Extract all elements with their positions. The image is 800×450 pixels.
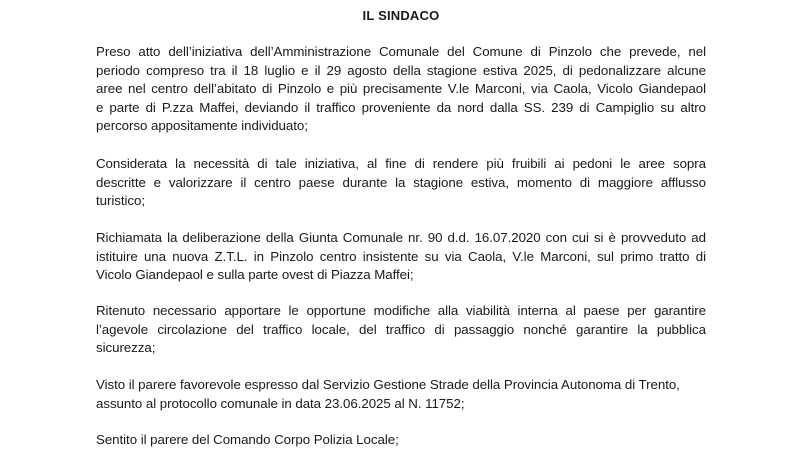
- paragraph-line: Richiamata la deliberazione della Giunta Comunale nr. 90 d.d. 16.07.2020 con cui si è provveduto ad: [96, 230, 706, 245]
- paragraph-line: periodo compreso tra il 18 luglio e il 29 agosto della stagione estiva 2025, di pedonalizzare alcune: [96, 62, 706, 78]
- document-title: IL SINDACO: [362, 8, 440, 23]
- paragraph-ritenuto: [96, 302, 706, 358]
- paragraph-line: e parte di P.zza Maffei, deviando il traffico proveniente da nord dalla SS. 239 di Campiglio su altro: [96, 99, 706, 115]
- paragraph-line: descritte e valorizzare il centro paese durante la stagione estiva, momento di maggiore afflusso: [96, 174, 706, 190]
- paragraph-line: l’agevole circolazione del traffico locale, del traffico di passaggio nonché garantire la pubblica: [96, 321, 706, 337]
- paragraph-visto: [96, 376, 706, 413]
- paragraph-line: assunto al protocollo comunale in data 23.06.2025 al N. 11752;: [96, 395, 465, 411]
- paragraph-line: Vicolo Giandepaol e sulla parte ovest di Piazza Maffei;: [96, 267, 414, 283]
- paragraph-preso-atto: [96, 43, 706, 136]
- paragraph-sentito: [96, 431, 706, 450]
- paragraph-line: percorso appositamente individuato;: [96, 118, 308, 134]
- paragraph-considerata: [96, 155, 706, 211]
- paragraph-line: Ritenuto necessario apportare le opportune modifiche alla viabilità interna al paese per garantire: [96, 303, 706, 318]
- paragraph-richiamata: [96, 229, 706, 285]
- paragraph-line: Sentito il parere del Comando Corpo Polizia Locale;: [96, 432, 399, 447]
- paragraph-line: istituire una nuova Z.T.L. in Pinzolo centro insistente su via Caola, V.le Marconi, sul primo tratto di: [96, 248, 706, 264]
- paragraph-line: aree nel centro dell’abitato di Pinzolo e più precisamente V.le Marconi, via Caola, Vicolo Giandepaol: [96, 81, 706, 97]
- paragraph-line: Visto il parere favorevole espresso dal Servizio Gestione Strade della Provincia Autonoma di Trento,: [96, 377, 680, 392]
- paragraph-line: Preso atto dell’iniziativa dell’Amministrazione Comunale del Comune di Pinzolo che prevede, nel: [96, 44, 706, 59]
- paragraph-line: turistico;: [96, 193, 146, 209]
- paragraph-line: Considerata la necessità di tale iniziativa, al fine di rendere più fruibili ai pedoni le aree sopra: [96, 156, 706, 171]
- paragraph-line: sicurezza;: [96, 340, 156, 356]
